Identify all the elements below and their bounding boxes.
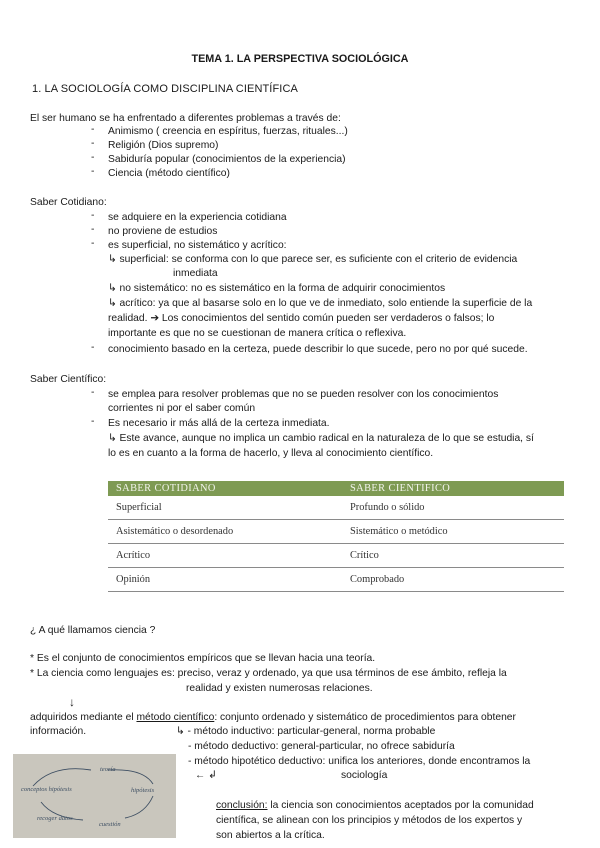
sketch-label: recoger datos [37,815,73,822]
list-item: no proviene de estudios [108,226,218,237]
metodo-link: método científico [136,712,215,723]
conclusion-text: la ciencia son conocimientos aceptados por la comunidad [267,800,534,811]
method-item: - método hipotético deductivo: unifica los anteriores, donde encontramos la [188,756,531,767]
cotidiano-heading: Saber Cotidiano: [30,197,107,208]
table-header-row [108,481,564,496]
sketch-label: cuestión [99,821,121,828]
table-header: SABER COTIDIANO [108,481,342,496]
sub-item: ↳ Este avance, aunque no implica un cambio radical en la naturaleza de lo que se estudia, sí [108,433,534,444]
method-item: ↳ - método inductivo: particular-general, norma probable [176,726,436,737]
list-item: conocimiento basado en la certeza, puede describir lo que sucede, pero no por qué sucede. [108,344,528,355]
list-item: se adquiere en la experiencia cotidiana [108,212,287,223]
list-item: se emplea para resolver problemas que no se pueden resolver con los conocimientos [108,389,499,400]
conclusion-label: conclusión: [216,800,268,811]
list-dash: - [91,210,95,221]
conclusion-text: son abiertos a la crítica. [216,830,325,841]
list-item: Ciencia (método científico) [108,168,230,179]
sub-item: ↳ superficial: se conforma con lo que parece ser, es suficiente con el criterio de evidencia [108,254,518,265]
page-title: TEMA 1. LA PERSPECTIVA SOCIOLÓGICA [191,53,409,65]
table-cell: Opinión [108,568,342,592]
cycle-arrow [33,769,91,786]
info-text: información. [30,726,87,737]
table-row [108,520,564,544]
sketch-label: conceptos hipótesis [21,786,72,793]
table-cell: Comprobado [342,568,564,592]
cycle-diagram [13,754,176,838]
sub-item-cont: inmediata [173,268,218,279]
table-row [108,496,564,520]
list-item: Sabiduría popular (conocimientos de la experiencia) [108,154,346,165]
cientifico-heading: Saber Científico: [30,374,107,385]
conclusion-line [216,799,534,812]
down-arrow: ↓ [69,695,75,709]
list-dash: - [91,166,95,177]
list-item-cont: corrientes ni por el saber común [108,403,256,414]
sub-item-cont: importante es que no se cuestionan de manera crítica o reflexiva. [108,328,407,339]
method-item: - método deductivo: general-particular, no ofrece sabiduría [188,741,455,752]
table-row [108,544,564,568]
table-cell: Sistemático o metódico [342,520,564,544]
conclusion-text: científica, se alinean con los principios y métodos de los expertos y [216,815,523,826]
question-heading: ¿ A qué llamamos ciencia ? [30,625,156,636]
bullet-text: * Es el conjunto de conocimientos empíricos que se llevan hacia una teoría. [30,653,376,664]
handwritten-cycle-sketch [13,754,176,838]
bullet-text-cont: realidad y existen numerosas relaciones. [186,683,373,694]
list-item: Animismo ( creencia en espíritus, fuerzas, rituales...) [108,126,348,137]
sub-item-cont: realidad. ➔ Los conocimientos del sentido común pueden ser verdaderos o falsos; lo [108,313,495,324]
method-item-cont: sociología [341,770,388,781]
list-dash: - [91,238,95,249]
list-item: Es necesario ir más allá de la certeza inmediata. [108,418,330,429]
sub-item-cont: lo es en cuanto a la forma de hacerlo, y lleva al conocimiento científico. [108,448,434,459]
list-dash: - [91,124,95,135]
back-arrow: ← ↲ [195,770,217,781]
list-dash: - [91,387,95,398]
metodo-post: : conjunto ordenado y sistemático de procedimientos para obtener [214,712,516,723]
sketch-label: hipótesis [131,787,155,794]
metodo-pre: adquiridos mediante el [30,712,137,723]
table-cell: Profundo o sólido [342,496,564,520]
bullet-text: * La ciencia como lenguajes es: preciso, veraz y ordenado, ya que usa términos de ese ámbito, refleja la [30,668,507,679]
table-row [108,568,564,592]
list-dash: - [91,224,95,235]
list-dash: - [91,342,95,353]
table-cell: Superficial [108,496,342,520]
table-cell: Asistemático o desordenado [108,520,342,544]
table-header: SABER CIENTIFICO [342,481,564,496]
sub-item: ↳ no sistemático: no es sistemático en la forma de adquirir conocimientos [108,283,446,294]
table-cell: Acrítico [108,544,342,568]
comparison-table [108,481,564,592]
list-dash: - [91,138,95,149]
list-item: Religión (Dios supremo) [108,140,219,151]
list-dash: - [91,152,95,163]
list-dash: - [91,416,95,427]
metodo-line [30,711,516,724]
table-cell: Crítico [342,544,564,568]
section-heading: 1. LA SOCIOLOGÍA COMO DISCIPLINA CIENTÍFICA [32,83,298,95]
sub-item: ↳ acrítico: ya que al basarse solo en lo que ve de inmediato, solo entiende la superficie de la [108,298,533,309]
cycle-arrow [125,796,153,818]
sketch-label: teoría [100,766,116,773]
intro-text: El ser humano se ha enfrentado a diferentes problemas a través de: [30,113,341,124]
list-item: es superficial, no sistemático y acrítico: [108,240,287,251]
